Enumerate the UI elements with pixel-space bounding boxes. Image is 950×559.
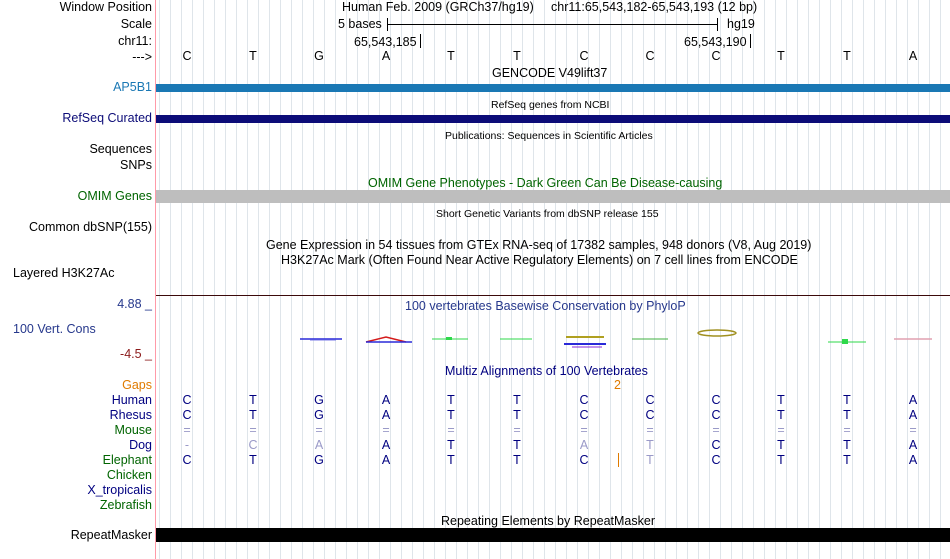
phylop-mark-3 [432, 337, 468, 340]
scale-bar-left-tick [387, 18, 388, 31]
label-sequences[interactable]: Sequences [89, 142, 152, 156]
reference-base: G [314, 49, 324, 63]
alignment-base: T [513, 438, 521, 452]
reference-base: A [908, 49, 918, 63]
label-100-vert-cons[interactable]: 100 Vert. Cons [13, 322, 96, 336]
alignment-base: T [249, 393, 257, 407]
alignment-base: T [843, 408, 851, 422]
window-position-text: chr11:65,543,182-65,543,193 (12 bp) [551, 0, 758, 14]
label-strand-arrow: ---> [132, 50, 152, 64]
repeatmasker-feature[interactable] [156, 528, 950, 542]
alignment-base: T [447, 408, 455, 422]
reference-base: T [249, 49, 257, 63]
label-cons-max: 4.88 _ [117, 297, 152, 311]
label-repeatmasker[interactable]: RepeatMasker [70, 528, 152, 542]
alignment-base: C [182, 408, 192, 422]
reference-base: C [182, 49, 192, 63]
publications-track-title: Publications: Sequences in Scientific Articles [445, 130, 653, 142]
phylop-mark-7 [698, 330, 736, 336]
label-refseq-curated[interactable]: RefSeq Curated [62, 111, 152, 125]
reference-base: C [579, 49, 589, 63]
species-label[interactable]: Zebrafish [99, 498, 152, 512]
alignment-base: C [579, 408, 589, 422]
alignment-base: C [711, 453, 721, 467]
alignment-base: - [184, 438, 190, 452]
phylop-track-title: 100 vertebrates Basewise Conservation by PhyloP [405, 299, 686, 313]
alignment-base: A [908, 408, 918, 422]
phylop-mark-2 [366, 337, 412, 342]
label-cons-min: -4.5 _ [120, 347, 152, 361]
alignment-base: A [381, 393, 391, 407]
alignment-base: T [777, 453, 785, 467]
reference-base: A [381, 49, 391, 63]
alignment-base: T [513, 453, 521, 467]
coord-right-tick [750, 34, 751, 48]
label-ap5b1[interactable]: AP5B1 [113, 80, 152, 94]
species-label[interactable]: Dog [129, 438, 152, 452]
reference-base: C [711, 49, 721, 63]
alignment-base: A [381, 453, 391, 467]
species-label[interactable]: Rhesus [109, 408, 152, 422]
phylop-mark-5 [564, 337, 606, 347]
alignment-base: T [513, 408, 521, 422]
track-labels-panel [0, 0, 155, 559]
alignment-base: T [843, 438, 851, 452]
alignment-base: C [248, 438, 258, 452]
alignment-base: T [447, 393, 455, 407]
repeatmasker-track-title: Repeating Elements by RepeatMasker [441, 514, 656, 528]
gap-marker [618, 453, 619, 467]
reference-base: C [645, 49, 655, 63]
alignment-base: T [249, 453, 257, 467]
alignment-base: = [712, 423, 720, 437]
species-label[interactable]: X_tropicalis [87, 483, 152, 497]
alignment-base: G [314, 453, 324, 467]
alignment-base: = [777, 423, 785, 437]
alignment-base: = [382, 423, 390, 437]
label-scale: Scale [120, 17, 152, 31]
reference-base: T [513, 49, 521, 63]
phylop-conservation-plot[interactable] [156, 320, 950, 360]
h3k27ac-track-title: H3K27Ac Mark (Often Found Near Active Regulatory Elements) on 7 cell lines from ENCODE [281, 253, 798, 267]
species-label[interactable]: Human [111, 393, 152, 407]
alignment-base: A [381, 438, 391, 452]
label-chrom: chr11: [118, 34, 152, 48]
species-label[interactable]: Elephant [102, 453, 152, 467]
assembly-short: hg19 [727, 17, 755, 31]
alignment-base: A [579, 438, 589, 452]
alignment-base: C [182, 393, 192, 407]
scale-label: 5 bases [338, 17, 382, 31]
gap-count: 2 [614, 378, 621, 392]
alignment-base: A [908, 438, 918, 452]
alignment-base: C [579, 393, 589, 407]
alignment-base: T [777, 408, 785, 422]
alignment-base: = [580, 423, 588, 437]
alignment-base: = [843, 423, 851, 437]
label-gaps: Gaps [122, 378, 152, 392]
refseq-track-title: RefSeq genes from NCBI [491, 99, 610, 111]
label-window-position: Window Position [59, 0, 152, 14]
gtex-track-title: Gene Expression in 54 tissues from GTEx RNA-seq of 17382 samples, 948 donors (V8, Aug 2019) [266, 238, 812, 252]
alignment-base: = [909, 423, 917, 437]
alignment-base: = [447, 423, 455, 437]
coord-right: 65,543,190 [684, 35, 747, 49]
alignment-base: T [777, 393, 785, 407]
multiz-track-title: Multiz Alignments of 100 Vertebrates [445, 364, 648, 378]
species-label[interactable]: Mouse [114, 423, 152, 437]
alignment-base: T [843, 453, 851, 467]
h3k27ac-baseline [156, 295, 950, 296]
label-omim-genes[interactable]: OMIM Genes [77, 189, 152, 203]
label-snps[interactable]: SNPs [120, 158, 152, 172]
gencode-ap5b1-feature[interactable] [156, 84, 950, 92]
alignment-base: T [646, 453, 654, 467]
reference-base: T [843, 49, 851, 63]
alignment-base: T [513, 393, 521, 407]
alignment-base: G [314, 393, 324, 407]
alignment-base: T [646, 438, 654, 452]
phylop-mark-1 [300, 339, 342, 340]
alignment-base: A [908, 453, 918, 467]
phylop-mark-8 [828, 339, 866, 344]
alignment-base: = [513, 423, 521, 437]
alignment-base: C [645, 393, 655, 407]
reference-base: T [777, 49, 785, 63]
alignment-base: T [777, 438, 785, 452]
scale-bar-right-tick [717, 18, 718, 31]
alignment-base: A [314, 438, 324, 452]
coord-left: 65,543,185 [354, 35, 417, 49]
alignment-base: C [711, 408, 721, 422]
omim-track-title: OMIM Gene Phenotypes - Dark Green Can Be Disease-causing [368, 176, 723, 190]
reference-base: T [447, 49, 455, 63]
alignment-base: = [646, 423, 654, 437]
alignment-base: T [843, 393, 851, 407]
alignment-base: A [908, 393, 918, 407]
coord-left-tick [420, 34, 421, 48]
omim-feature[interactable] [156, 190, 950, 203]
alignment-base: A [381, 408, 391, 422]
alignment-base: T [447, 453, 455, 467]
alignment-base: C [182, 453, 192, 467]
alignment-base: T [249, 408, 257, 422]
assembly-title: Human Feb. 2009 (GRCh37/hg19) [342, 0, 534, 14]
refseq-feature[interactable] [156, 115, 950, 123]
scale-bar [387, 24, 718, 25]
alignment-base: C [711, 393, 721, 407]
label-layered-h3k27ac[interactable]: Layered H3K27Ac [13, 266, 115, 280]
alignment-base: C [645, 408, 655, 422]
alignment-base: C [579, 453, 589, 467]
alignment-base: T [447, 438, 455, 452]
label-common-dbsnp[interactable]: Common dbSNP(155) [29, 220, 152, 234]
alignment-base: G [314, 408, 324, 422]
dbsnp-track-title: Short Genetic Variants from dbSNP release 155 [436, 208, 659, 220]
species-label[interactable]: Chicken [106, 468, 152, 482]
alignment-base: = [315, 423, 323, 437]
gencode-track-title: GENCODE V49lift37 [492, 66, 608, 80]
alignment-base: = [249, 423, 257, 437]
alignment-base: = [183, 423, 191, 437]
alignment-base: C [711, 438, 721, 452]
